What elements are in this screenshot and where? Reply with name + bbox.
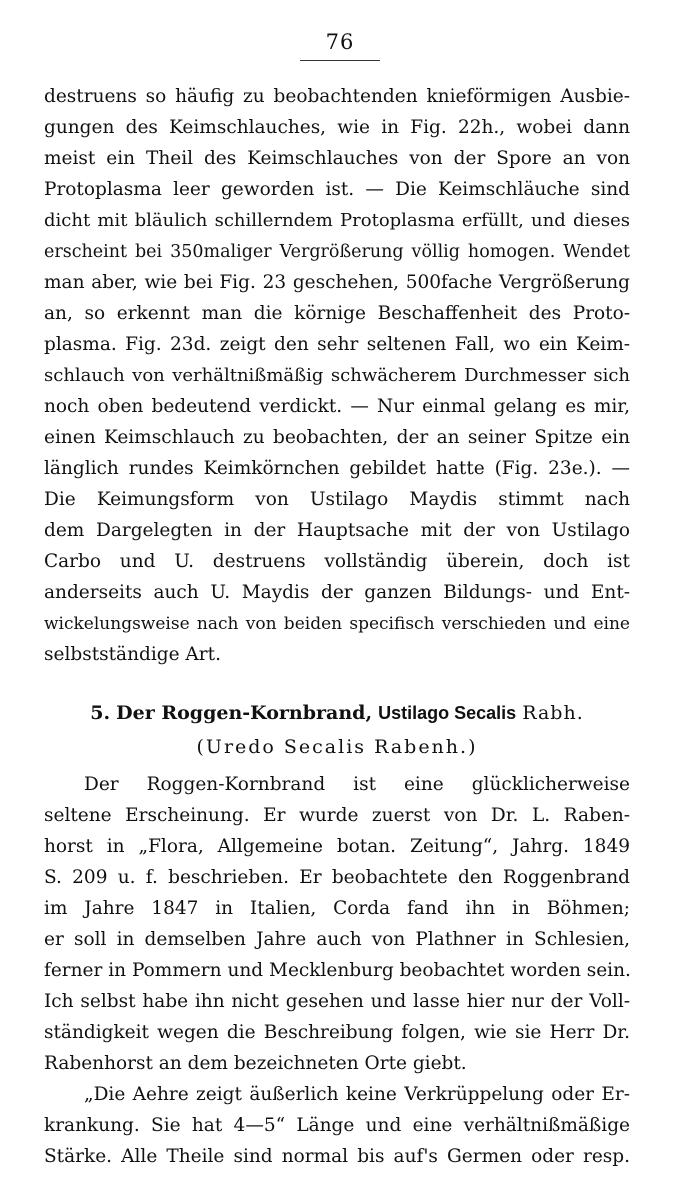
header-rule — [300, 60, 380, 61]
text-line: wickelungsweise nach von beiden specifisch verschieden und eine — [44, 614, 630, 634]
section-name: Der Roggen-Kornbrand, — [116, 702, 373, 724]
section-heading — [44, 698, 630, 728]
page-number: 76 — [325, 30, 355, 54]
text-line: anderseits auch U. Maydis der ganzen Bildungs- und Ent- — [44, 582, 630, 603]
text-line: noch oben bedeutend verdickt. — Nur einmal gelang es mir, — [44, 396, 630, 417]
text-line: einen Keimschlauch zu beobachten, der an seiner Spitze ein — [44, 427, 630, 448]
text-line: „Die Aehre zeigt äußerlich keine Verkrüppelung oder Er- — [84, 1084, 630, 1105]
text-line: krankung. Sie hat 4—5“ Länge und eine verhältnißmäßige — [44, 1115, 630, 1136]
text-line: Protoplasma leer geworden ist. — Die Keimschläuche sind — [44, 179, 630, 200]
text-line: länglich rundes Keimkörnchen gebildet hatte (Fig. 23e.). — — [44, 458, 630, 479]
text-line: seltene Erscheinung. Er wurde zuerst von Dr. L. Raben- — [44, 805, 630, 826]
section-author: Rabh. — [522, 702, 584, 724]
text-line: selbstständige Art. — [44, 644, 221, 665]
text-line: er soll in demselben Jahre auch von Plathner in Schlesien, — [44, 929, 630, 950]
text-line: gungen des Keimschlauches, wie in Fig. 22h., wobei dann — [44, 117, 630, 138]
text-line: plasma. Fig. 23d. zeigt den sehr seltenen Fall, wo ein Keim- — [44, 334, 630, 355]
text-line: Ich selbst habe ihn nicht gesehen und lasse hier nur der Voll- — [44, 991, 630, 1012]
text-line: dicht mit bläulich schillerndem Protoplasma erfüllt, und dieses — [44, 210, 630, 231]
section-latin-name: Ustilago Secalis — [378, 703, 517, 723]
text-line: S. 209 u. f. beschrieben. Er beobachtete den Roggenbrand — [44, 867, 630, 888]
text-line: Carbo und U. destruens vollständig überein, doch ist — [44, 551, 630, 572]
text-line: an, so erkennt man die körnige Beschaffenheit des Proto- — [44, 303, 630, 324]
section-number: 5. — [90, 702, 111, 724]
text-line: ständigkeit wegen die Beschreibung folgen, wie sie Herr Dr. — [44, 1022, 630, 1043]
text-line: meist ein Theil des Keimschlauches von der Spore an von — [44, 148, 630, 169]
text-line: dem Dargelegten in der Hauptsache mit der von Ustilago — [44, 520, 630, 541]
text-line: Rabenhorst an dem bezeichneten Orte giebt. — [44, 1053, 467, 1074]
text-line: Der Roggen-Kornbrand ist eine glücklicherweise — [84, 774, 630, 795]
text-line: Die Keimungsform von Ustilago Maydis stimmt nach — [44, 489, 630, 510]
text-line: man aber, wie bei Fig. 23 geschehen, 500fache Vergrößerung — [44, 272, 630, 293]
text-line: schlauch von verhältnißmäßig schwächerem Durchmesser sich — [44, 365, 630, 386]
text-line: erscheint bei 350maliger Vergrößerung völlig homogen. Wendet — [44, 242, 630, 262]
text-line: im Jahre 1847 in Italien, Corda fand ihn in Böhmen; — [44, 898, 630, 919]
text-line: ferner in Pommern und Mecklenburg beobachtet worden sein. — [44, 960, 631, 981]
text-line: Stärke. Alle Theile sind normal bis auf's Germen oder resp. — [44, 1146, 630, 1167]
text-line: horst in „Flora, Allgemeine botan. Zeitung“, Jahrg. 1849 — [44, 836, 630, 857]
section-synonym: (Uredo Secalis Rabenh.) — [196, 736, 478, 758]
text-line: destruens so häufig zu beobachtenden knieförmigen Ausbie- — [44, 86, 630, 107]
